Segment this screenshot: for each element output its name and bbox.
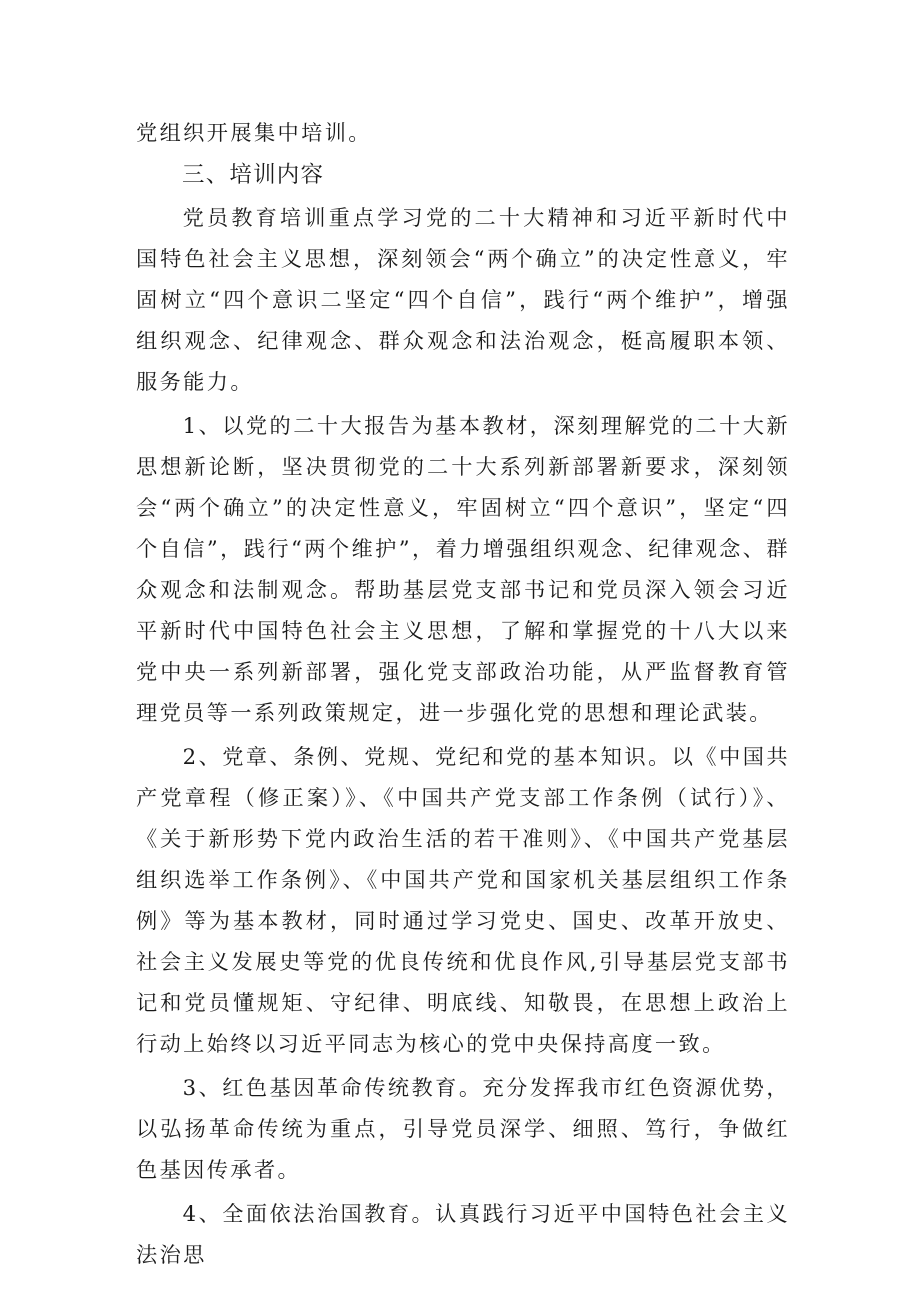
continuation-paragraph: 党组织开展集中培训。 [136,120,372,145]
intro-paragraph: 党员教育培训重点学习党的二十大精神和习近平新时代中国特色社会主义思想，深刻领会“两个确立”的决定性意义，牢固树立“四个意识二坚定“四个自信”，践行“两个维护”，增强组织观念、纪律观念、群众观念和法治观念，梃高履职本领、服务能力。 [136,205,790,394]
document-body [136,112,790,1275]
item-paragraph-2: 2、党章、条例、党规、党纪和党的基本知识。以《中国共产党章程（修正案）》、《中国共产党支部工作条例（试行）》、《关于新形势下党内政治生活的若干准则》、《中国共产党基层组织选举工作条例》、《中国共产党和国家机关基层组织工作条例》等为基本教材，同时通过学习党史、国史、改革开放史、社会主义发展史等党的优良传统和优良作风,引导基层党支部书记和党员懂规矩、守纪律、明底线、知敬畏，在思想上政治上行动上始终以习近平同志为核心的党中央保持高度一致。 [136,744,790,1056]
item-paragraph-3: 3、红色基因革命传统教育。充分发挥我市红色资源优势，以弘扬革命传统为重点，引导党员深学、细照、笃行，争做红色基因传承者。 [136,1075,790,1182]
section-heading: 三、培训内容 [182,162,325,188]
item-paragraph-1: 1、以党的二十大报告为基本教材，深刻理解党的二十大新思想新论断，坚决贯彻党的二十大系列新部署新要求，深刻领会“两个确立”的决定性意义，牢固树立“四个意识”，坚定“四个自信”，践行“两个维护”，着力增强组织观念、纪律观念、群众观念和法制观念。帮助基层党支部书记和党员深入领会习近平新时代中国特色社会主义思想，了解和掌握党的十八大以来党中央一系列新部署，强化党支部政治功能，从严监督教育管理党员等一系列政策规定，进一步强化党的思想和理论武装。 [136,413,790,725]
item-paragraph-4: 4、全面依法治国教育。认真践行习近平中国特色社会主义法治思 [136,1201,790,1267]
